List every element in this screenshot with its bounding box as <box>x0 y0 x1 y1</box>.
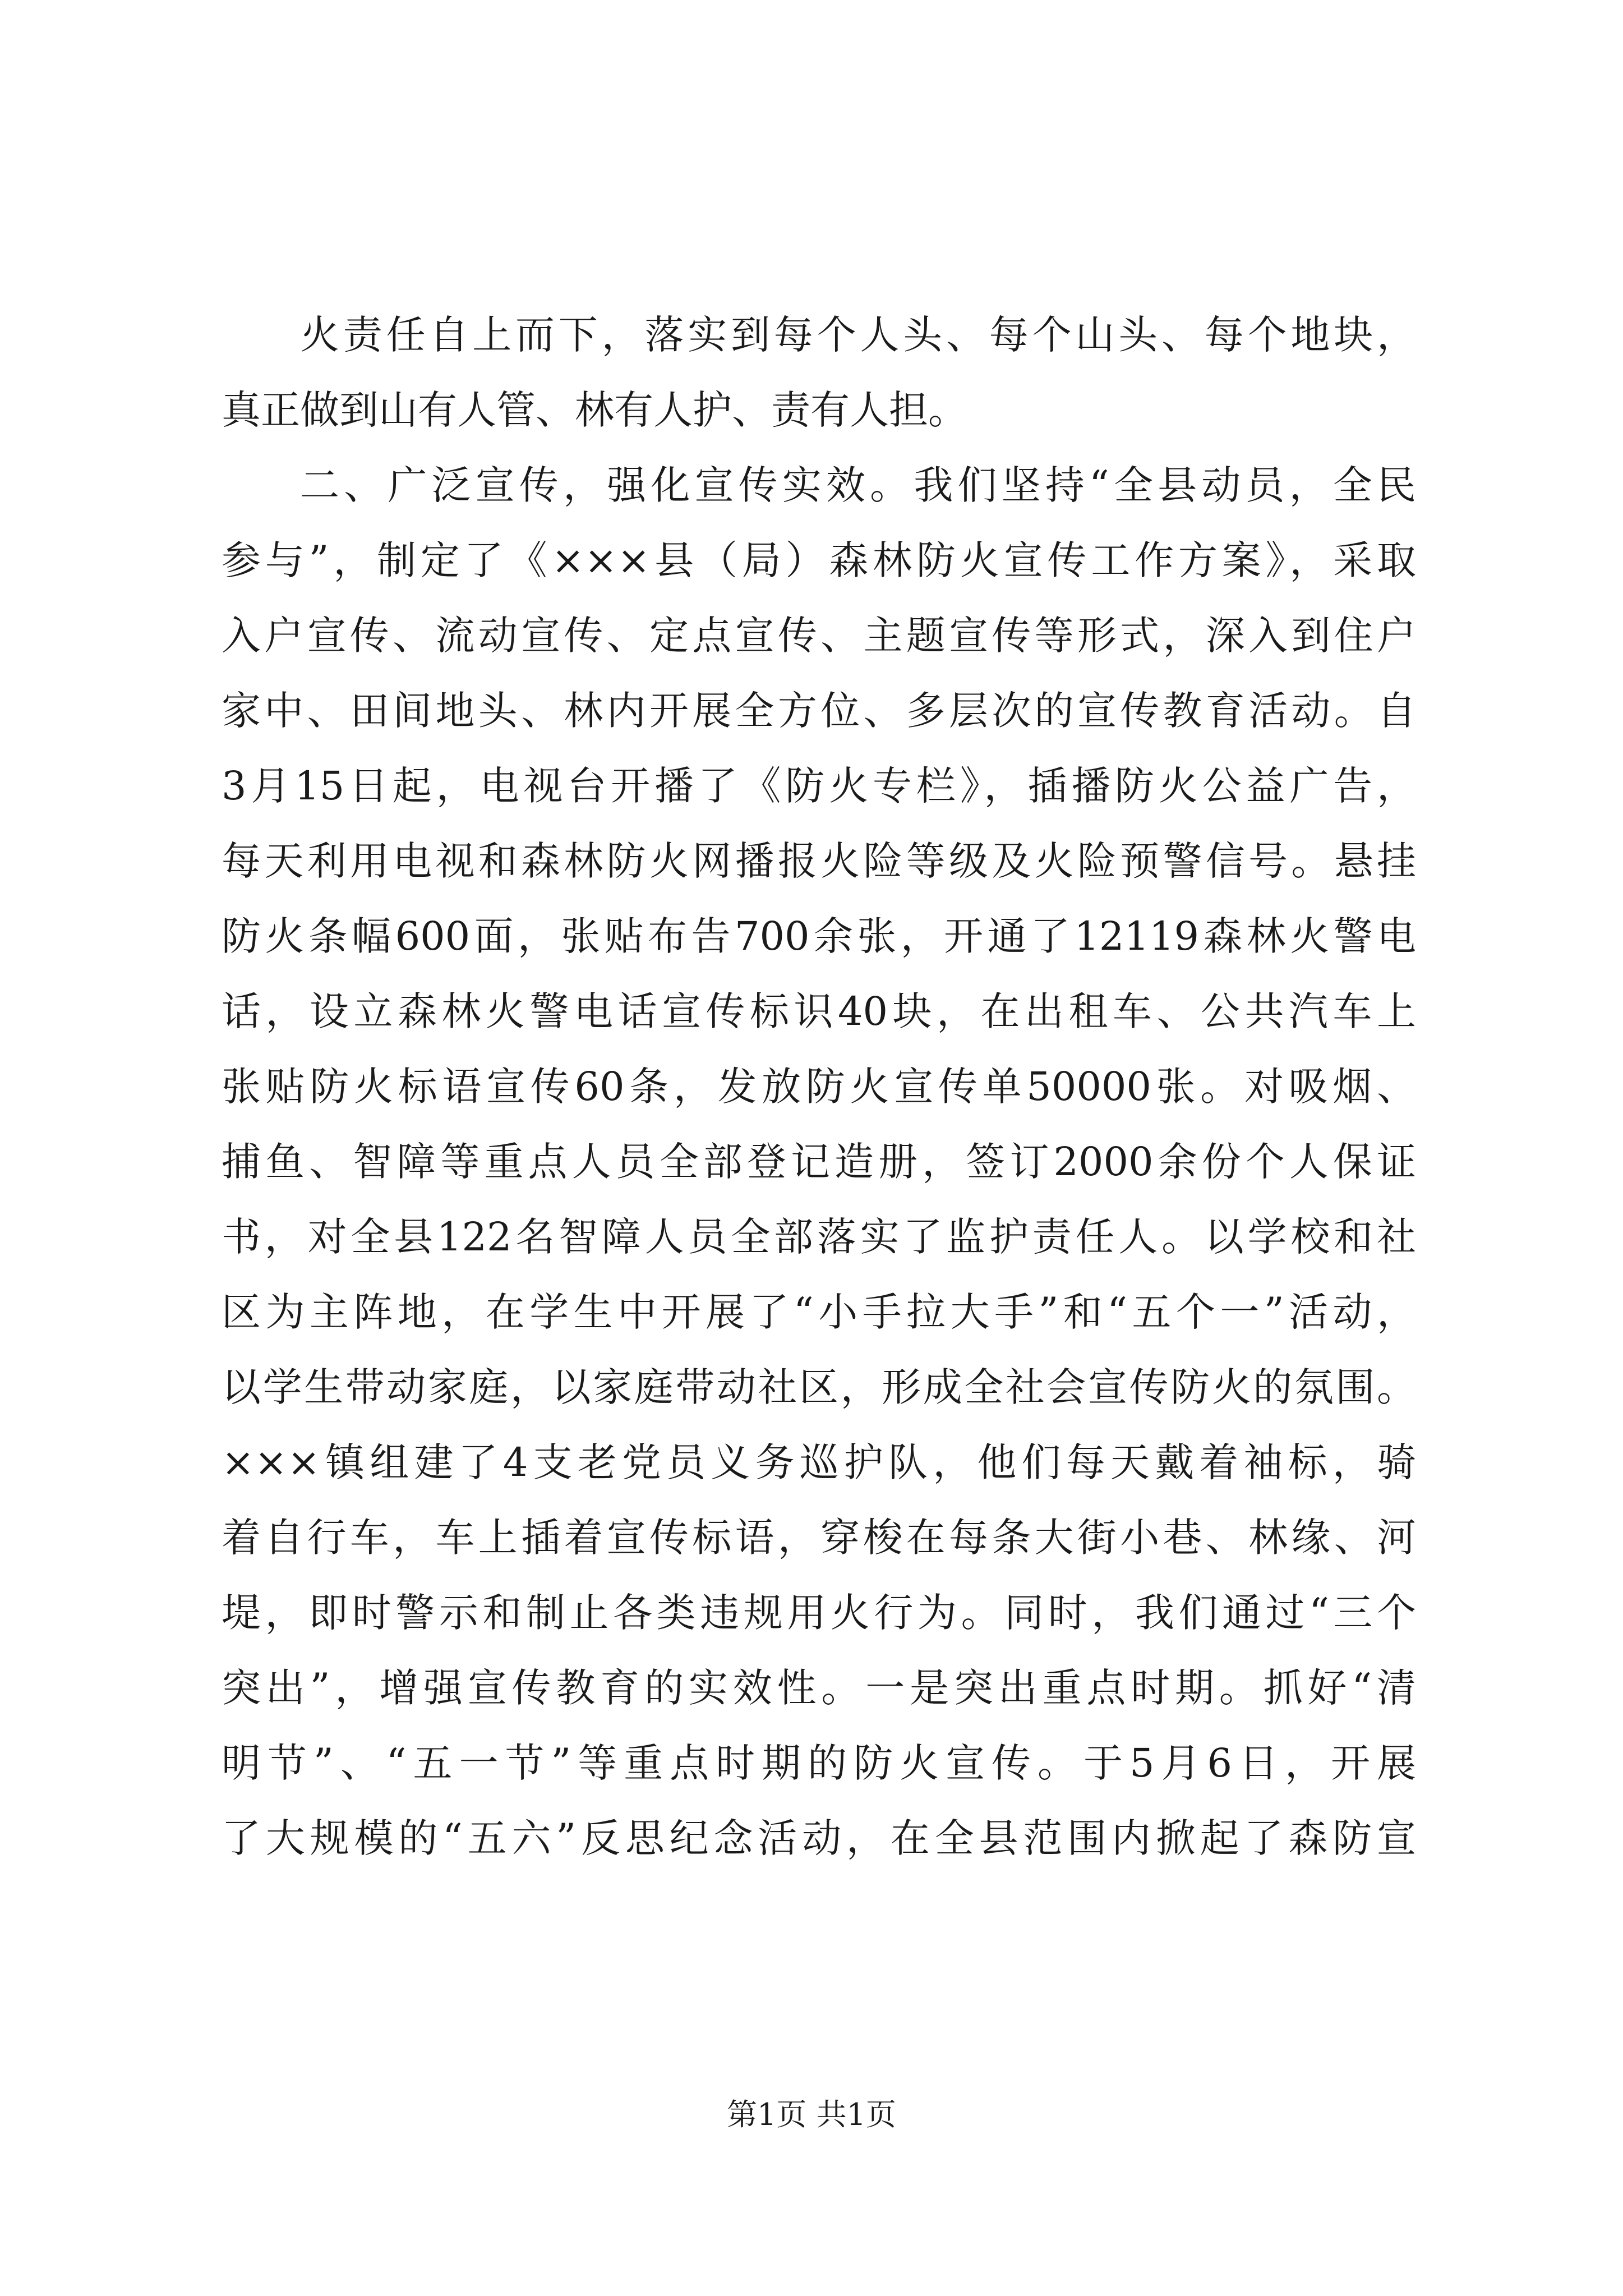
text-line: 入户宣传、流动宣传、定点宣传、主题宣传等形式，深入到住户 <box>222 613 1416 659</box>
text-line: 3月15日起，电视台开播了《防火专栏》，插播防火公益广告， <box>222 763 1416 809</box>
text-line: 堤，即时警示和制止各类违规用火行为。同时，我们通过“三个 <box>222 1590 1416 1636</box>
text-line: 明节”、“五一节”等重点时期的防火宣传。于5月6日，开展 <box>222 1740 1416 1786</box>
text-line: 书，对全县122名智障人员全部落实了监护责任人。以学校和社 <box>222 1214 1416 1260</box>
document-body <box>222 297 1416 1876</box>
text-line: 每天利用电视和森林防火网播报火险等级及火险预警信号。悬挂 <box>222 838 1416 884</box>
text-line: 捕鱼、智障等重点人员全部登记造册，签订2000余份个人保证 <box>222 1139 1416 1185</box>
text-line: 话，设立森林火警电话宣传标识40块，在出租车、公共汽车上 <box>222 988 1416 1034</box>
text-line: 着自行车，车上插着宣传标语，穿梭在每条大街小巷、林缘、河 <box>222 1515 1416 1561</box>
text-line: 张贴防火标语宣传60条，发放防火宣传单50000张。对吸烟、 <box>222 1064 1416 1110</box>
text-line: ×××镇组建了4支老党员义务巡护队，他们每天戴着袖标，骑 <box>222 1439 1416 1485</box>
text-line: 了大规模的“五六”反思纪念活动，在全县范围内掀起了森防宣 <box>222 1815 1416 1861</box>
text-line: 突出”，增强宣传教育的实效性。一是突出重点时期。抓好“清 <box>222 1665 1416 1711</box>
text-line: 以学生带动家庭，以家庭带动社区，形成全社会宣传防火的氛围。 <box>222 1364 1416 1410</box>
text-line: 区为主阵地，在学生中开展了“小手拉大手”和“五个一”活动， <box>222 1289 1416 1335</box>
text-line: 火责任自上而下，落实到每个人头、每个山头、每个地块， <box>300 312 1416 358</box>
text-line: 家中、田间地头、林内开展全方位、多层次的宣传教育活动。自 <box>222 688 1416 734</box>
text-line: 参与”，制定了《×××县（局）森林防火宣传工作方案》，采取 <box>222 537 1416 583</box>
text-line: 防火条幅600面，张贴布告700余张，开通了12119森林火警电 <box>222 913 1416 959</box>
page-footer: 第1页 共1页 <box>727 2097 896 2132</box>
text-line: 二、广泛宣传，强化宣传实效。我们坚持“全县动员，全民 <box>300 462 1416 508</box>
text-line: 真正做到山有人管、林有人护、责有人担。 <box>222 387 967 433</box>
